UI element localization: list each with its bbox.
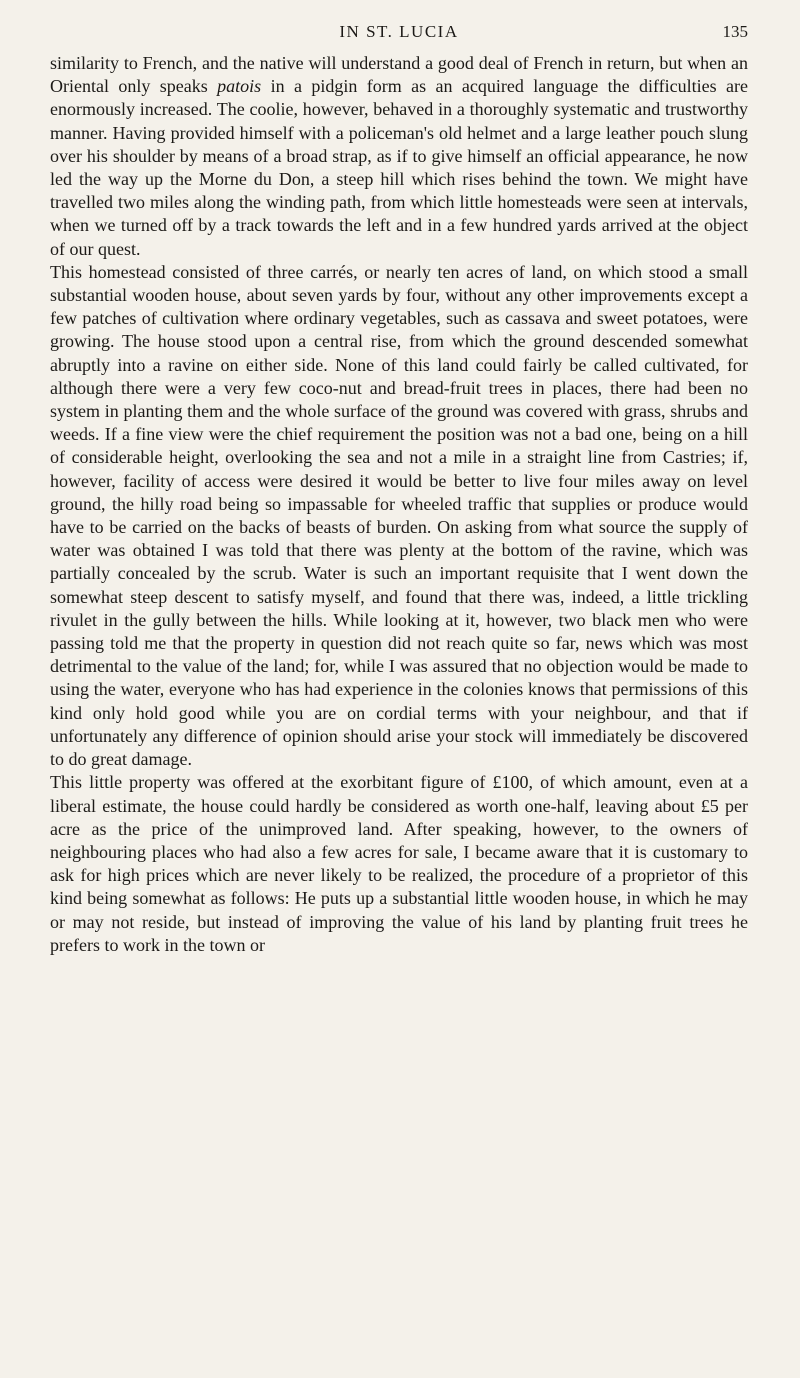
italic-word-patois: patois bbox=[217, 76, 262, 97]
running-title: IN ST. LUCIA bbox=[339, 22, 459, 41]
body-text bbox=[50, 52, 748, 957]
paragraph-1 bbox=[50, 52, 748, 261]
paragraph-3: This little property was offered at the exorbitant figure of £100, of which amount, even at a liberal estimate, the house could hardly be considered as worth one-half, leaving about £5 per acre as the price of the unimproved land. After speaking, however, to the owners of neighbouring places who had also a few acres for sale, I became aware that it is customary to ask for high prices which are never likely to be realized, the procedure of a proprietor of this kind being somewhat as follows: He puts up a substantial little wooden house, in which he may or may not reside, but instead of improving the value of his land by planting fruit trees he prefers to work in the town or bbox=[50, 772, 748, 955]
paragraph-1-part-b: in a pidgin form as an acquired language the difficulties are enormously increased. The coolie, however, behaved in a thoroughly systematic and trustworthy manner. Having provided himself with a policeman's old helmet and a large leather pouch slung over his shoulder by means of a broad strap, as if to give himself an official appearance, he now led the way up the Morne du Don, a steep hill which rises behind the town. We might have travelled two miles along the winding path, from which little homesteads were seen at intervals, when we turned off by a track towards the left and in a few hundred yards arrived at the object of our quest. bbox=[50, 76, 749, 259]
paragraph-1-part-a: similarity to French, and the native will understand a good deal of French in return, but when an Oriental only speaks bbox=[50, 53, 748, 97]
paragraph-2: This homestead consisted of three carrés, or nearly ten acres of land, on which stood a small substantial wooden house, about seven yards by four, without any other improvements except a few patches of cultivation where ordinary vegetables, such as cassava and sweet potatoes, were growing. The house stood upon a central rise, from which the ground descended somewhat abruptly into a ravine on either side. None of this land could fairly be called cultivated, for although there were a very few coco-nut and bread-fruit trees in places, there had been no system in planting them and the whole surface of the ground was covered with grass, shrubs and weeds. If a fine view were the chief requirement the position was not a bad one, being on a hill of considerable height, overlooking the sea and not a mile in a straight line from Castries; if, however, facility of access were desired it would be better to live four miles away on level ground, the hilly road being so impassable for wheeled traffic that supplies or produce would have to be carried on the backs of beasts of burden. On asking from what source the supply of water was obtained I was told that there was plenty at the bottom of the ravine, which was partially concealed by the scrub. Water is such an important requisite that I went down the somewhat steep descent to satisfy myself, and found that there was, indeed, a little trickling rivulet in the gully between the hills. While looking at it, however, two black men who were passing told me that the property in question did not reach quite so far, news which was most detrimental to the value of the land; for, while I was assured that no objection would be made to using the water, everyone who has had experience in the colonies knows that permissions of this kind only hold good while you are on cordial terms with your neighbour, and that if unfortunately any difference of opinion should arise your stock will immediately be discovered to do great damage. bbox=[50, 261, 748, 770]
page-number: 135 bbox=[722, 22, 748, 41]
running-head bbox=[50, 22, 748, 52]
